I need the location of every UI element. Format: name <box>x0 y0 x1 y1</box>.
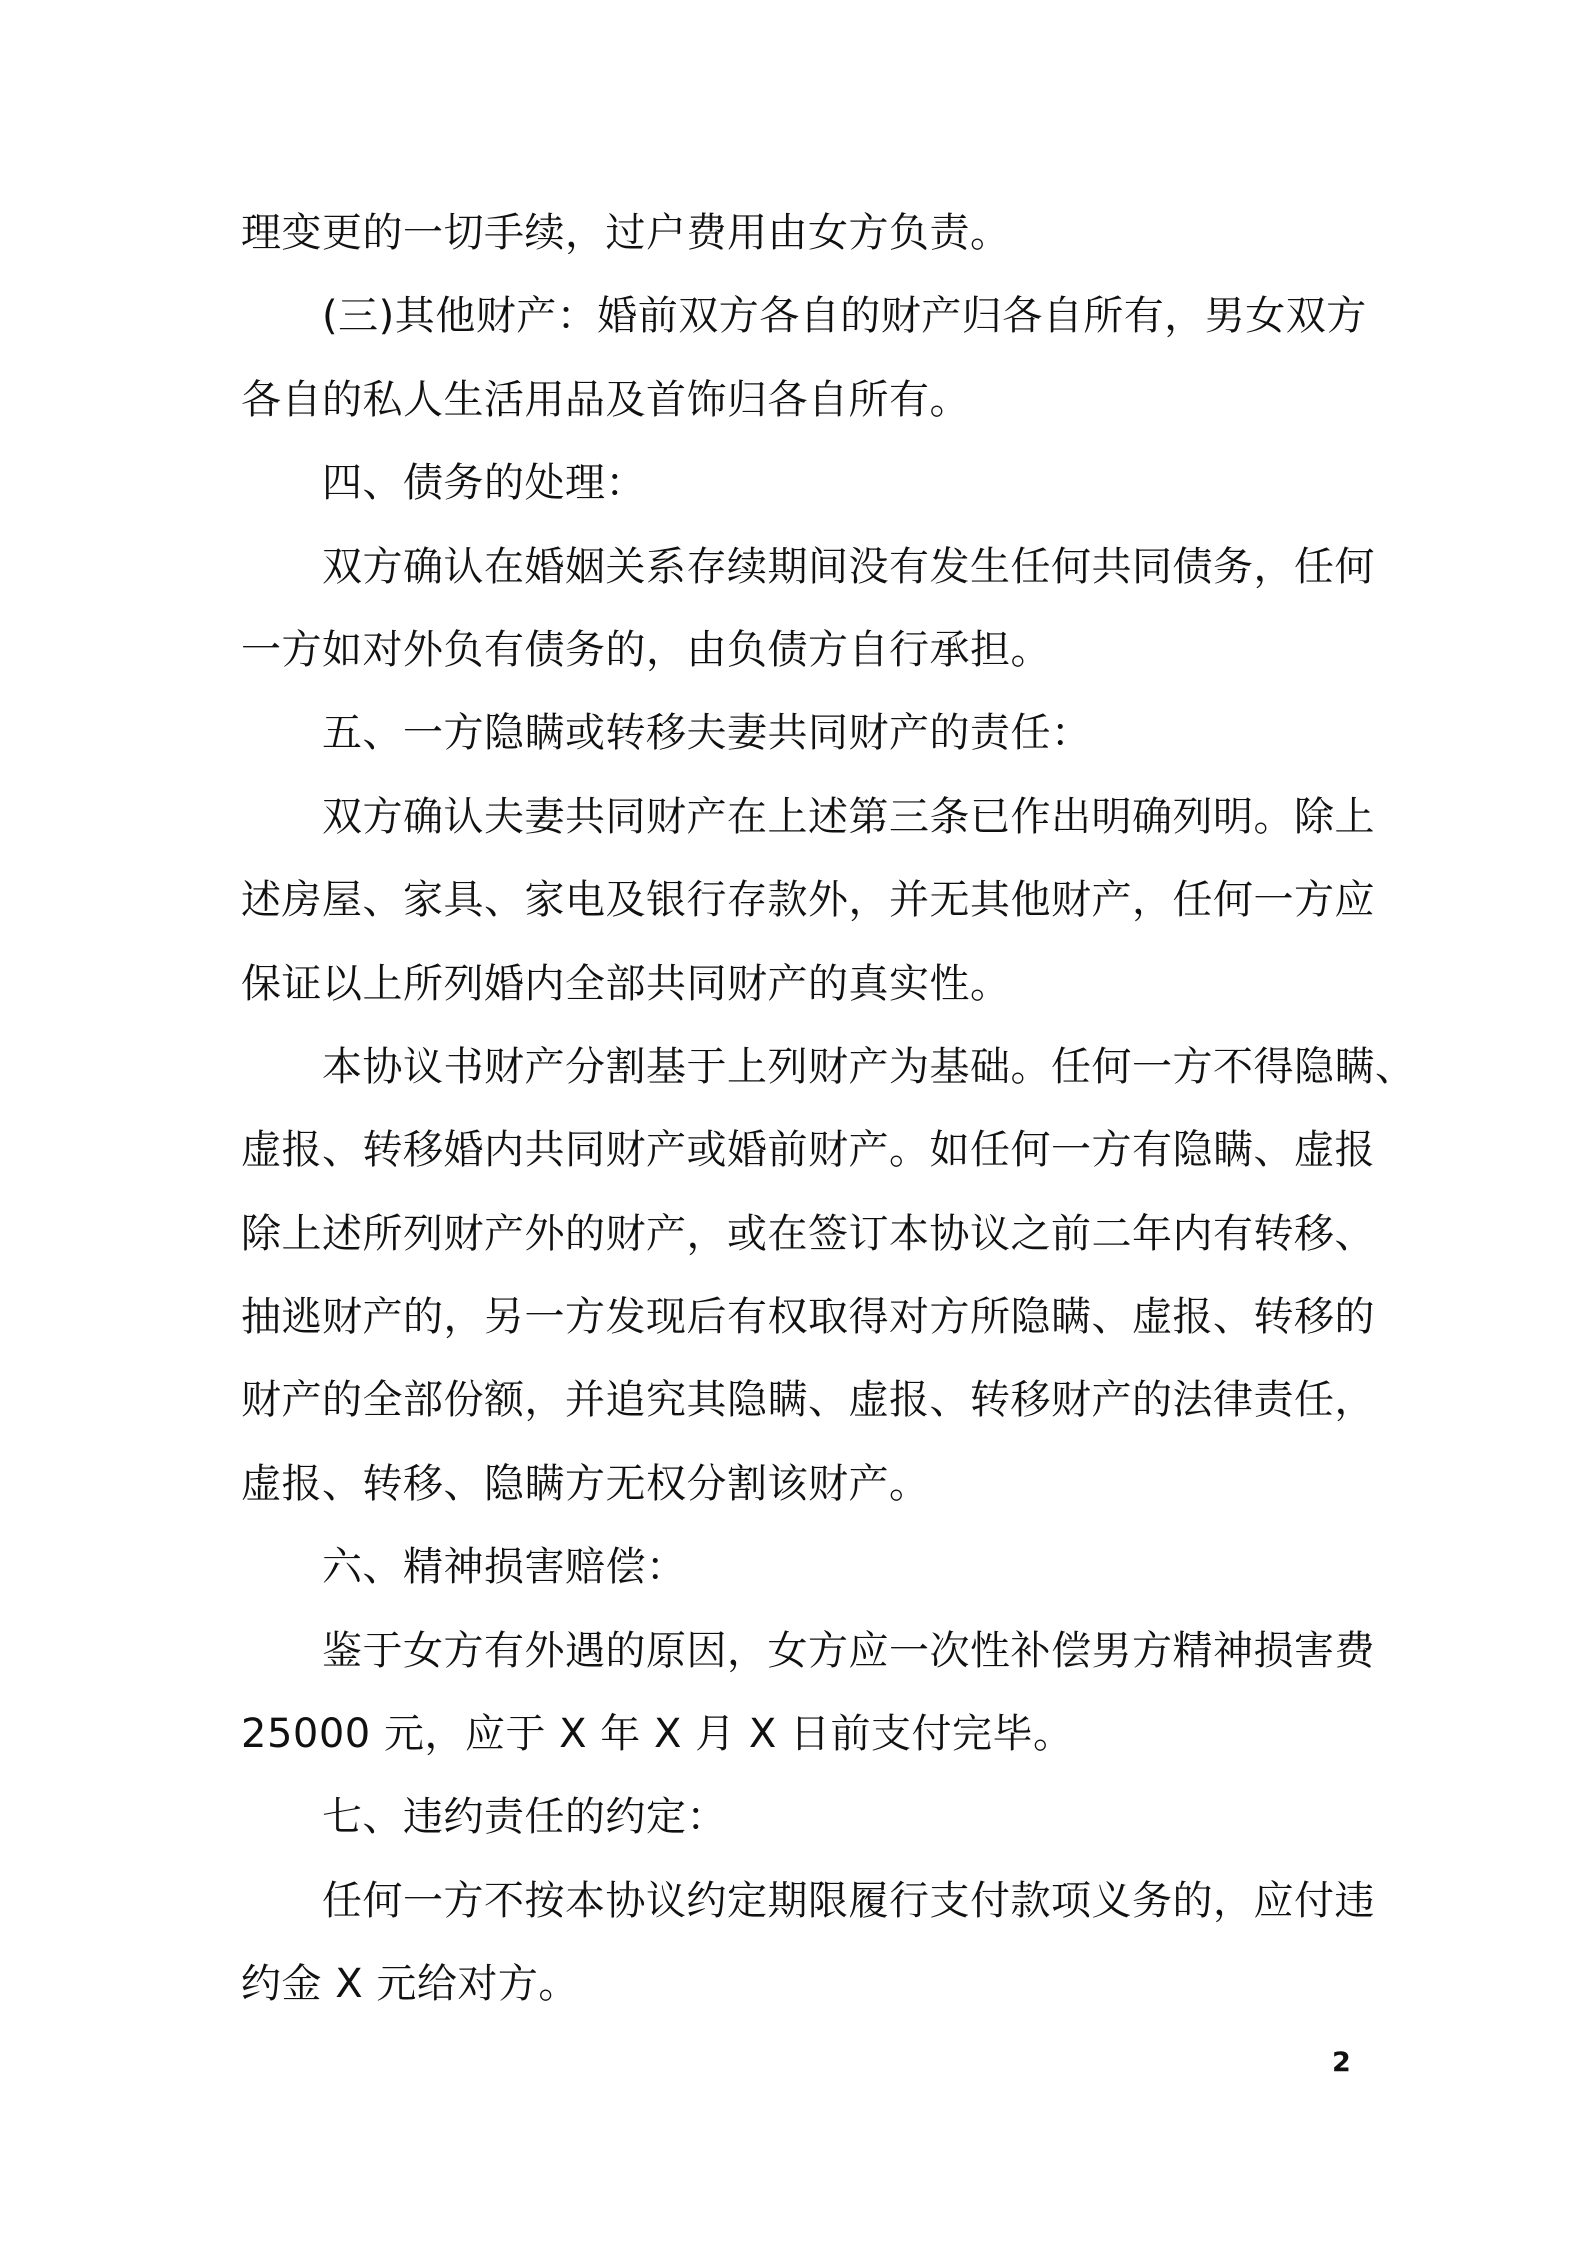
text-line: 本协议书财产分割基于上列财产为基础。任何一方不得隐瞒、 <box>322 1043 1416 1090</box>
text-line: 虚报、转移、隐瞒方无权分割该财产。 <box>241 1460 930 1507</box>
document-body <box>241 192 1416 2027</box>
text-line: (三)其他财产：婚前双方各自的财产归各自所有，男女双方 <box>322 293 1367 340</box>
text-line: 述房屋、家具、家电及银行存款外，并无其他财产，任何一方应 <box>241 877 1375 924</box>
text-line: 五、一方隐瞒或转移夫妻共同财产的责任： <box>322 710 1092 757</box>
text-line: 保证以上所列婚内全部共同财产的真实性。 <box>241 960 1011 1007</box>
text-line: 财产的全部份额，并追究其隐瞒、虚报、转移财产的法律责任， <box>241 1377 1375 1424</box>
text-line: 约金 X 元给对方。 <box>241 1961 579 2008</box>
text-line: 任何一方不按本协议约定期限履行支付款项义务的，应付违 <box>322 1877 1375 1924</box>
text-line: 四、债务的处理： <box>322 460 646 507</box>
text-line: 理变更的一切手续，过户费用由女方负责。 <box>241 210 1011 256</box>
page-number: 2 <box>1332 2047 1351 2078</box>
text-line: 除上述所列财产外的财产，或在签订本协议之前二年内有转移、 <box>241 1210 1375 1257</box>
text-line: 双方确认夫妻共同财产在上述第三条已作出明确列明。除上 <box>322 793 1375 840</box>
text-line: 鉴于女方有外遇的原因，女方应一次性补偿男方精神损害费 <box>322 1627 1375 1674</box>
text-line: 六、精神损害赔偿： <box>322 1544 687 1591</box>
text-line: 25000 元，应于 X 年 X 月 X 日前支付完毕。 <box>241 1711 1074 1758</box>
text-line: 双方确认在婚姻关系存续期间没有发生任何共同债务，任何 <box>322 543 1375 590</box>
text-line: 一方如对外负有债务的，由负债方自行承担。 <box>241 626 1051 673</box>
text-line: 抽逃财产的，另一方发现后有权取得对方所隐瞒、虚报、转移的 <box>241 1294 1375 1341</box>
text-line: 七、违约责任的约定： <box>322 1794 727 1841</box>
text-line: 虚报、转移婚内共同财产或婚前财产。如任何一方有隐瞒、虚报 <box>241 1127 1375 1174</box>
text-line: 各自的私人生活用品及首饰归各自所有。 <box>241 376 970 423</box>
